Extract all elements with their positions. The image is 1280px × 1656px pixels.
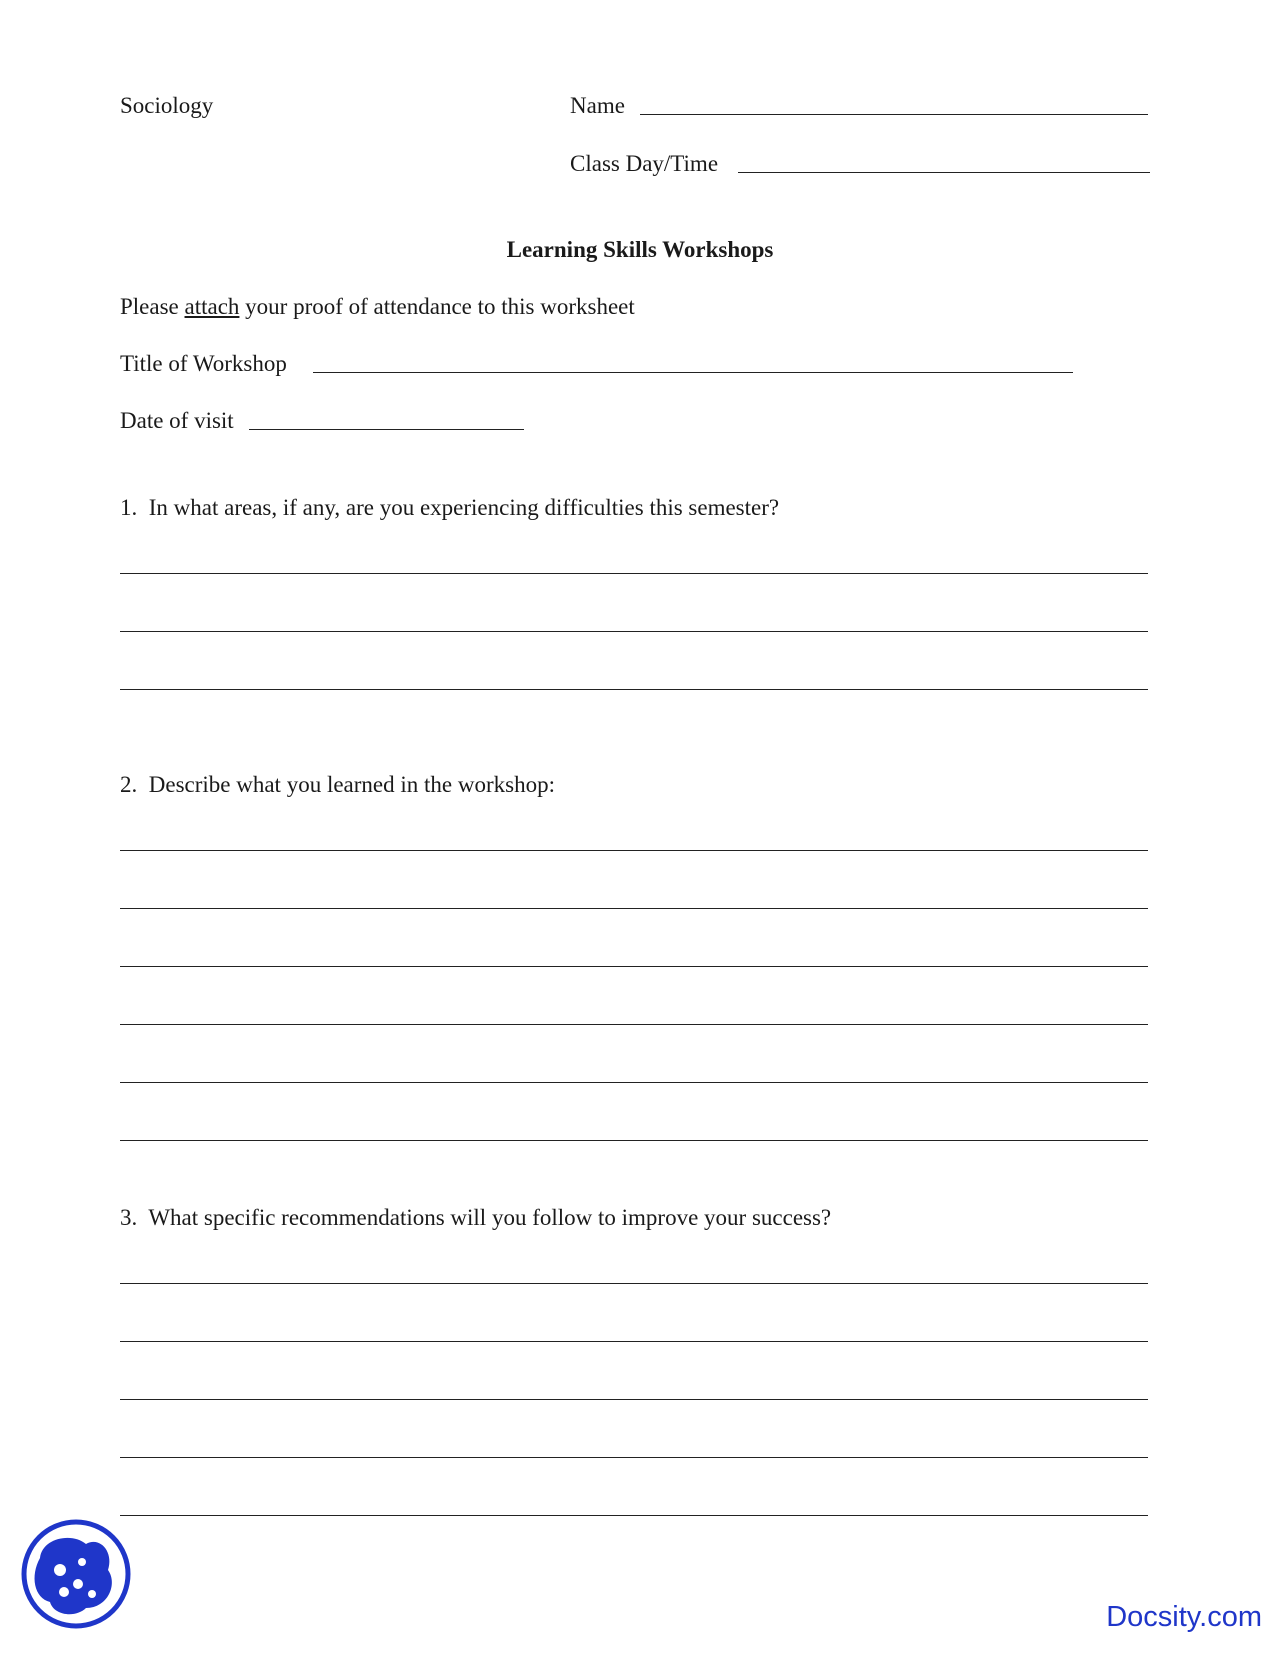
answer-line-q2-1[interactable]	[120, 850, 1148, 851]
date-of-visit-field-line[interactable]	[249, 429, 524, 430]
answer-line-q3-3[interactable]	[120, 1399, 1148, 1400]
question-1-number: 1.	[120, 495, 138, 520]
class-day-time-field-line[interactable]	[738, 172, 1150, 173]
page-title: Learning Skills Workshops	[506, 237, 774, 262]
answer-line-q3-1[interactable]	[120, 1283, 1148, 1284]
answer-line-q3-4[interactable]	[120, 1457, 1148, 1458]
course-label: Sociology	[120, 93, 214, 118]
name-label: Name	[570, 93, 625, 118]
answer-line-q2-5[interactable]	[120, 1082, 1148, 1083]
answer-line-q3-5[interactable]	[120, 1515, 1148, 1516]
question-1	[120, 494, 779, 522]
class-day-time-label: Class Day/Time	[570, 151, 719, 176]
question-1-text: In what areas, if any, are you experiencing difficulties this semester?	[148, 495, 780, 520]
instruction-after: your proof of attendance to this worksheet	[239, 294, 635, 319]
answer-line-q1-1[interactable]	[120, 573, 1148, 574]
question-3-number: 3.	[120, 1205, 138, 1230]
question-2-text: Describe what you learned in the workshop:	[148, 772, 555, 797]
workshop-title-field-line[interactable]	[313, 372, 1073, 373]
question-3	[120, 1204, 831, 1232]
instruction-text	[120, 293, 635, 321]
instruction-before: Please	[120, 294, 185, 319]
answer-line-q3-2[interactable]	[120, 1341, 1148, 1342]
docsity-brand-link[interactable]: Docsity.com	[1106, 1601, 1262, 1633]
question-2	[120, 771, 555, 799]
answer-line-q2-6[interactable]	[120, 1140, 1148, 1141]
question-2-number: 2.	[120, 772, 138, 797]
workshop-title-label: Title of Workshop	[120, 351, 287, 376]
instruction-emphasis: attach	[184, 294, 240, 319]
answer-line-q1-2[interactable]	[120, 631, 1148, 632]
answer-line-q2-3[interactable]	[120, 966, 1148, 967]
date-of-visit-label: Date of visit	[120, 408, 234, 433]
answer-line-q2-2[interactable]	[120, 908, 1148, 909]
name-field-line[interactable]	[640, 114, 1148, 115]
answer-line-q1-3[interactable]	[120, 689, 1148, 690]
question-3-text: What specific recommendations will you follow to improve your success?	[148, 1205, 832, 1230]
docsity-logo-icon	[20, 1518, 132, 1630]
answer-line-q2-4[interactable]	[120, 1024, 1148, 1025]
